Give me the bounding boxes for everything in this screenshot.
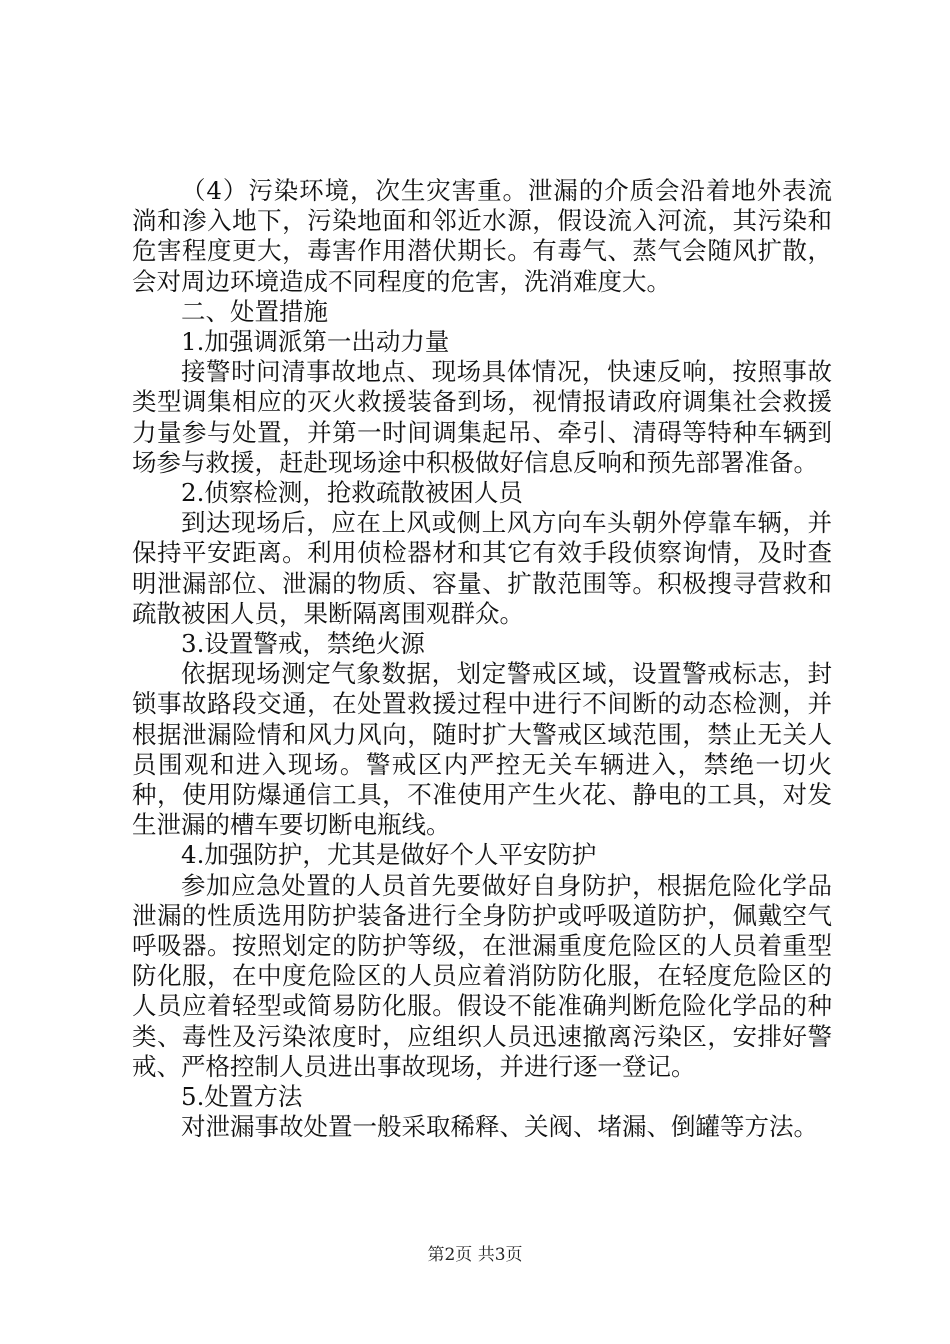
page-number: 第2页 共3页 <box>427 1245 523 1265</box>
subheading-reconnaissance: 2.侦察检测，抢救疏散被困人员 <box>181 478 523 508</box>
subheading-protection: 4.加强防护，尤其是做好个人平安防护 <box>181 840 597 870</box>
page-footer <box>0 1244 950 1266</box>
subheading-dispatch: 1.加强调派第一出动力量 <box>181 327 450 357</box>
paragraph-reconnaissance: 到达现场后，应在上风或侧上风方向车头朝外停靠车辆，并保持平安距离。利用侦检器材和其它有效手段侦察询情，及时查明泄漏部位、泄漏的物质、容量、扩散范围等。积极搜寻营救和疏散被困人员，果断隔离围观群众。 <box>132 508 832 628</box>
paragraph-pollution: （4）污染环境，次生灾害重。泄漏的介质会沿着地外表流淌和渗入地下，污染地面和邻近水源，假设流入河流，其污染和危害程度更大，毒害作用潜伏期长。有毒气、蒸气会随风扩散，会对周边环境造成不同程度的危害，洗消难度大。 <box>132 176 832 296</box>
paragraph-cordon: 依据现场测定气象数据，划定警戒区域，设置警戒标志，封锁事故路段交通，在处置救援过程中进行不间断的动态检测，并根据泄漏险情和风力风向，随时扩大警戒区域范围，禁止无关人员围观和进入现场。警戒区内严控无关车辆进入，禁绝一切火种，使用防爆通信工具，不准使用产生火花、静电的工具，对发生泄漏的槽车要切断电瓶线。 <box>132 659 832 840</box>
paragraph-protection: 参加应急处置的人员首先要做好自身防护，根据危险化学品泄漏的性质选用防护装备进行全身防护或呼吸道防护，佩戴空气呼吸器。按照划定的防护等级，在泄漏重度危险区的人员着重型防化服，在中度危险区的人员应着消防防化服，在轻度危险区的人员应着轻型或简易防化服。假设不能准确判断危险化学品的种类、毒性及污染浓度时，应组织人员迅速撤离污染区，安排好警戒、严格控制人员进出事故现场，并进行逐一登记。 <box>132 870 832 1081</box>
section-heading-measures: 二、处置措施 <box>181 296 328 326</box>
subheading-methods: 5.处置方法 <box>181 1082 303 1112</box>
document-body <box>132 176 832 1143</box>
paragraph-methods: 对泄漏事故处置一般采取稀释、关阀、堵漏、倒罐等方法。 <box>181 1112 818 1142</box>
subheading-cordon: 3.设置警戒，禁绝火源 <box>181 629 425 659</box>
paragraph-dispatch: 接警时问清事故地点、现场具体情况，快速反响，按照事故类型调集相应的灭火救援装备到场，视情报请政府调集社会救援力量参与处置，并第一时间调集起吊、牵引、清碍等特种车辆到场参与救援，赶赴现场途中积极做好信息反响和预先部署准备。 <box>132 357 832 477</box>
